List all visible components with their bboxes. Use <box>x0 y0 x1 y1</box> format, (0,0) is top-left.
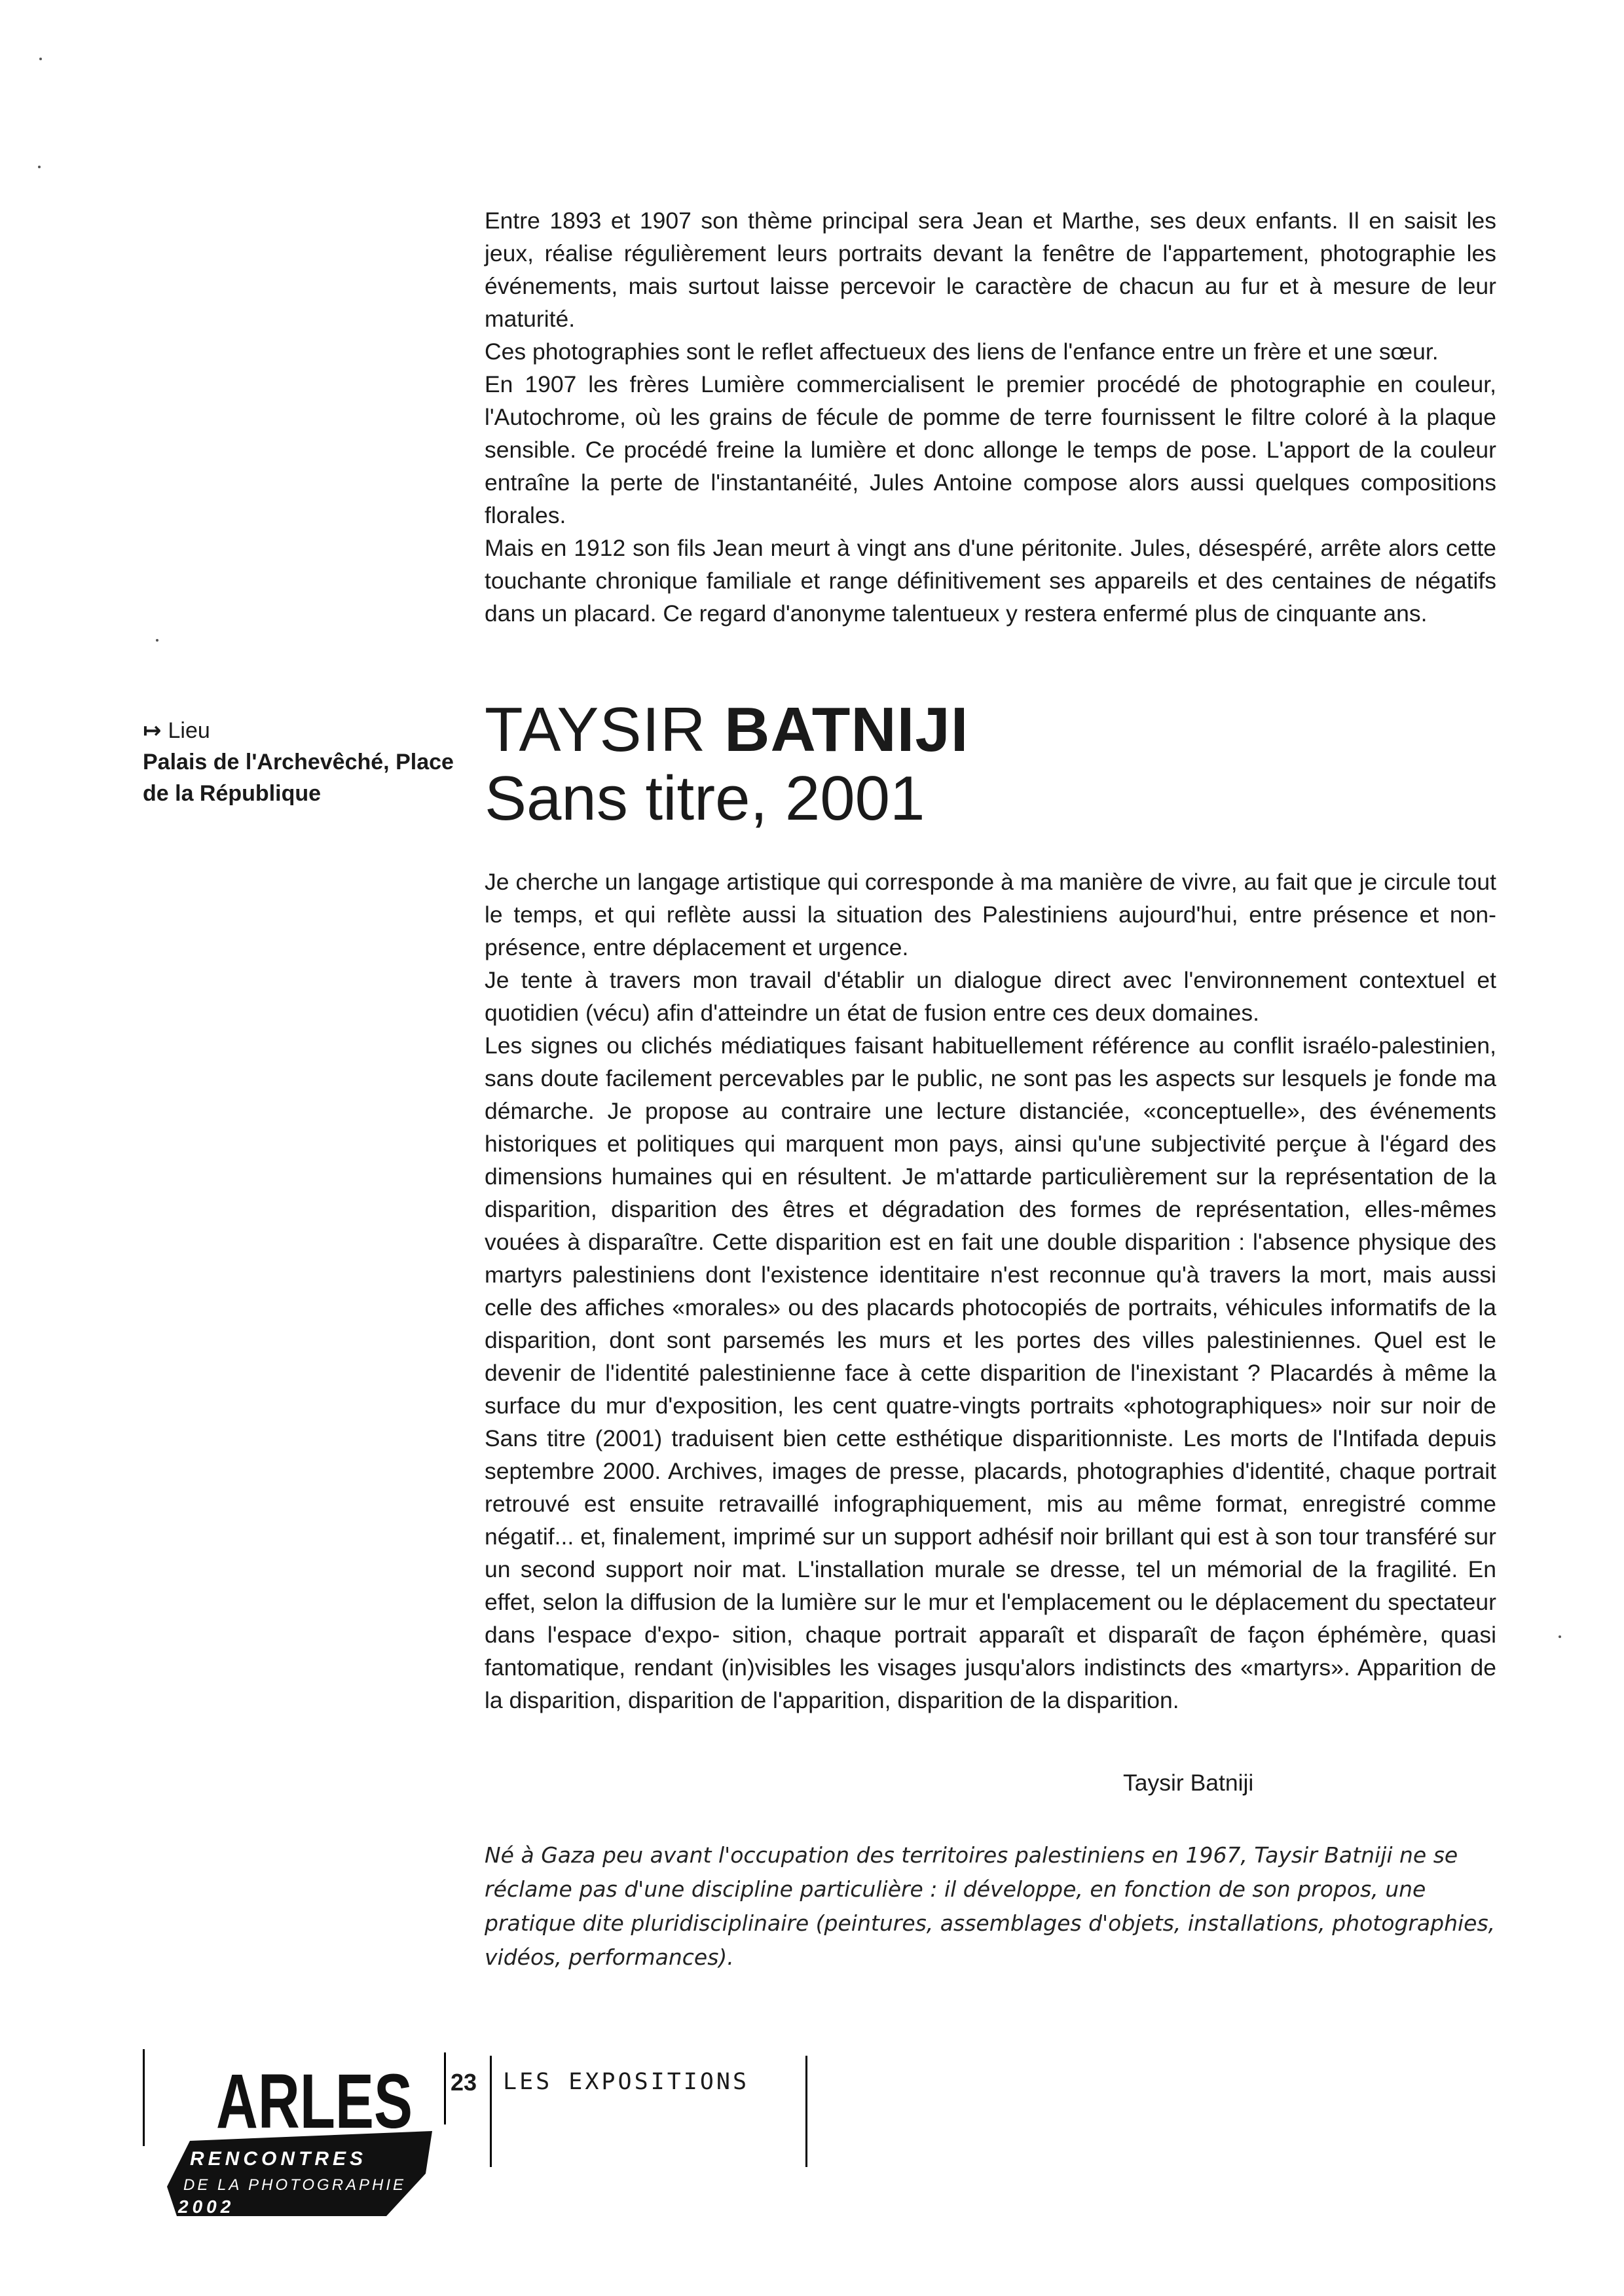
logo-line1: RENCONTRES <box>190 2148 367 2170</box>
arles-logo <box>164 2052 439 2216</box>
signature: Taysir Batniji <box>1123 1770 1254 1796</box>
location-label: Lieu <box>168 718 210 743</box>
statement-paragraph: Je cherche un langage artistique qui corresponde à ma manière de vivre, au fait que je circule tout le temps, et qui reflète aussi la situation des Palestiniens aujourd'hui, entre présence et non-présence, entre déplacement et urgence. <box>485 869 1496 960</box>
statement-paragraph: Je tente à travers mon travail d'établir un dialogue direct avec l'environnement contextuel et quotidien (vécu) afin d'atteindre un état de fusion entre ces deux domaines. <box>485 967 1496 1026</box>
location-sidebar <box>143 715 470 809</box>
intro-paragraph: Mais en 1912 son fils Jean meurt à vingt ans d'une péritonite. Jules, désespéré, arrête alors cette touchante chronique familiale et range définitivement ses appareils et des centaines de négatifs dans un placard. Ce regard d'anonyme talentueux y restera enfermé plus de cinquante ans. <box>485 535 1496 627</box>
work-title: Sans titre, 2001 <box>485 763 925 833</box>
artist-bio <box>485 1838 1496 1975</box>
logo-main-text: ARLES <box>216 2058 413 2145</box>
location-heading <box>143 715 470 746</box>
statement-paragraph: Les signes ou clichés médiatiques faisant habituellement référence au conflit israélo-palestinien, sans doute facilement percevables par le public, ne sont pas les aspects sur lesquels je fonde ma démarche. Je propose au contraire une lecture distanciée, «conceptuelle», des événements historiques et politiques qui marquent mon pays, ainsi qu'une subjectivité perçue à l'égard des dimensions humaines qui en résultent. Je m'attarde particulièrement sur la représentation de la disparition, disparition des êtres et dégradation des formes de représentation, elles-mêmes vouées à disparaître. Cette disparition est en fait une double disparition : l'absence physique des martyrs palestiniens dont l'existence identitaire n'est reconnue qu'à travers la mort, mais aussi celle des affiches «morales» ou des placards photocopiés de portraits, véhicules informatifs de la disparition, dont sont parsemés les murs et les portes des villes palestiniennes. Quel est le devenir de l'identité palestinienne face à cette disparition de l'inexistant ? Placardés à même la surface du mur d'exposition, les cent quatre-vingts portraits «photographiques» noir sur noir de Sans titre (2001) traduisent bien cette esthétique disparitionniste. Les morts de l'Intifada depuis septembre 2000. Archives, images de presse, placards, photographies d'identité, chaque portrait retrouvé est ensuite retravaillé infographiquement, mis au même format, enregistré comme négatif... et, finalement, imprimé sur un support adhésif noir brillant qui est à son tour transféré sur un second support noir mat. L'installation murale se dresse, tel un mémorial de la fragilité. En effet, selon la diffusion de la lumière sur le mur et l'emplacement ou le déplacement du spectateur dans l'espace d'expo- sition, chaque portrait apparaît et disparaît de façon éphémère, quasi fantomatique, rendant (in)visibles les visages jusqu'alors indistincts des «martyrs». Apparition de la disparition, disparition de l'apparition, disparition de la disparition. <box>485 1032 1496 1713</box>
artist-name <box>485 694 969 766</box>
page-number: 23 <box>451 2069 477 2096</box>
intro-text <box>485 204 1496 630</box>
location-place: Palais de l'Archevêché, Place de la République <box>143 750 454 806</box>
footer-rule-left <box>143 2049 145 2146</box>
scan-speck <box>156 639 158 642</box>
section-name: LES EXPOSITIONS <box>503 2069 750 2095</box>
logo-year: 2002 <box>178 2196 235 2216</box>
intro-paragraph: Ces photographies sont le reflet affectueux des liens de l'enfance entre un frère et une sœur. <box>485 338 1439 365</box>
logo-line2: DE LA PHOTOGRAPHIE <box>183 2176 407 2194</box>
intro-paragraph: Entre 1893 et 1907 son thème principal sera Jean et Marthe, ses deux enfants. Il en saisit les jeux, réalise régulièrement leurs portraits devant la fenêtre de l'appartement, photographie les événements, mais surtout laisse percevoir le caractère de chacun au fur et à mesure de leur maturité. <box>485 208 1496 332</box>
intro-paragraph: En 1907 les frères Lumière commercialisent le premier procédé de photographie en couleur, l'Autochrome, où les grains de fécule de pomme de terre fournissent le filtre coloré à la plaque sensible. Ce procédé freine la lumière et donc allonge le temps de pose. L'apport de la couleur entraîne la perte de l'instantanéité, Jules Antoine compose alors aussi quelques compositions florales. <box>485 371 1496 528</box>
scan-speck <box>38 166 41 168</box>
footer-rule-logo <box>444 2052 446 2124</box>
footer-rule-middle <box>490 2056 492 2167</box>
artist-title <box>485 694 969 831</box>
arrow-icon: ↦ <box>143 718 162 743</box>
footer-rule-right <box>805 2056 807 2167</box>
artist-first-name: TAYSIR <box>485 695 707 765</box>
bio-text: Né à Gaza peu avant l'occupation des territoires palestiniens en 1967, Taysir Batniji ne se réclame pas d'une discipline particulière : il développe, en fonction de son propos, une pratique dite pluridisciplinaire (peintures, assemblages d'objets, installations, photographies, vidéos, performances). <box>485 1842 1496 1970</box>
scan-speck <box>39 58 42 60</box>
artist-statement <box>485 866 1496 1717</box>
scan-speck <box>1559 1635 1561 1638</box>
artist-last-name: BATNIJI <box>724 695 969 765</box>
